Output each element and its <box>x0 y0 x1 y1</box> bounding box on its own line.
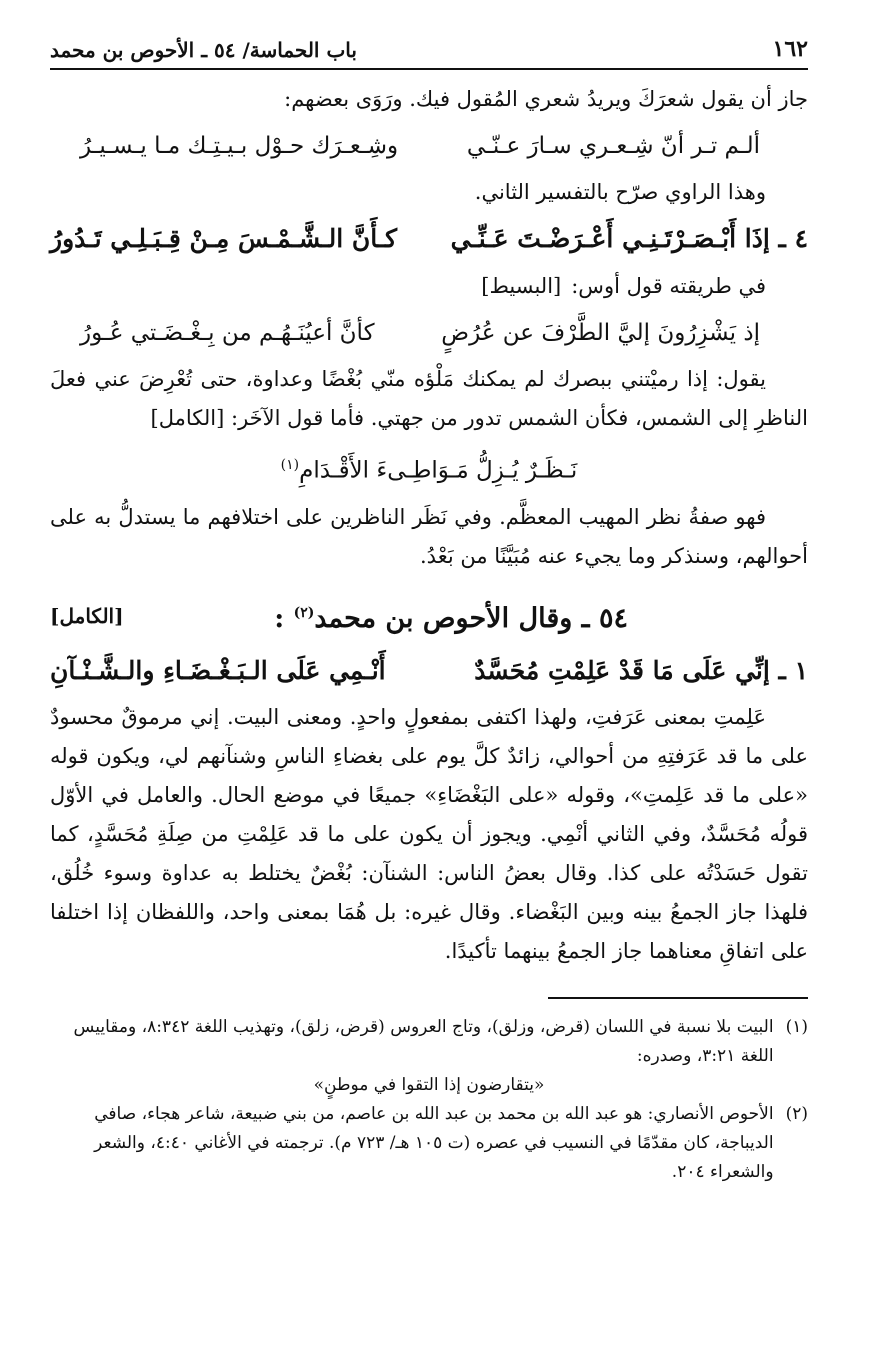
meter-label: [البسيط] <box>481 274 562 298</box>
footnote-2 <box>50 1100 808 1187</box>
verse-second-hemistich: كـأَنَّ الـشَّـمْـسَ مِـنْ قِـبَـلِـي تَـدُورُ <box>50 224 398 253</box>
page-header <box>50 36 808 70</box>
verse-line-numbered <box>50 648 808 694</box>
verse-second-hemistich: وشِـعـرَك حـوْل بـيـتِـك مـا يـسـيـرُ <box>80 133 399 159</box>
paragraph: جاز أن يقول شعرَكَ ويريدُ شعري المُقول فيك. ورَوَى بعضهم: <box>284 87 808 111</box>
footnote-mark: (١) <box>785 1016 808 1037</box>
verse-line <box>50 310 808 356</box>
paragraph: فهو صفةُ نظر المهيب المعظَّم. وفي نَظَر الناظرين على اختلافهم ما يستدلُّ به على أحوالهم، وسنذكر وما يجيء عنه مُبَيَّنًا من بَعْدُ. <box>50 504 808 568</box>
footnotes <box>50 1013 808 1187</box>
citation-line <box>50 266 808 306</box>
verse-line-numbered <box>50 216 808 262</box>
footnote-verse: «يتقارضون إذا التقوا في موطنٍ» <box>313 1074 545 1095</box>
section-title: ٥٤ ـ وقال الأحوص بن محمد$^{(٢)}$ : <box>274 602 628 634</box>
footnote-text: البيت بلا نسبة في اللسان (قرض، وزلق)، وتاج العروس (قرض، زلق)، وتهذيب اللغة ٨:٣٤٢، ومقاييس اللغة ٣:٢١، وصدره: <box>73 1016 774 1066</box>
verse-text: نَـظَـرٌ يُـزِلُّ مَـوَاطِـىءَ الأَقْـدَامِ <box>299 457 578 484</box>
verse-first-hemistich: ١ ـ إنِّي عَلَى مَا قَدْ عَلِمْتِ مُحَسَّدٌ <box>474 655 808 685</box>
footnote-divider <box>548 997 808 999</box>
section-heading <box>50 588 808 644</box>
footnote-ref[interactable]: (١) <box>280 457 300 473</box>
verse-second-hemistich: كأنَّ أعيُنَـهُـم من بِـغْـضَـتي عُـورُ <box>80 320 375 346</box>
paragraph: وهذا الراوي صرّح بالتفسير الثاني. <box>474 180 766 204</box>
verse-first-hemistich: ٤ ـ إذَا أَبْـصَـرْتَـنِـي أَعْـرَضْـتَ عَـنِّـي <box>450 224 808 253</box>
running-title: باب الحماسة/ ٥٤ ـ الأحوص بن محمد <box>50 38 357 62</box>
verse-first-hemistich: إذ يَشْزِرُونَ إليَّ الطَّرْفَ عن عُرُضٍ <box>441 320 760 346</box>
verse-line <box>50 123 808 169</box>
page-number: ١٦٢ <box>772 36 808 62</box>
verse-second-hemistich: أَنْـمِي عَلَى الـبَـغْـضَـاءِ والـشَّـنْـآنِ <box>50 655 386 685</box>
footnote-1 <box>50 1013 808 1071</box>
book-page <box>50 36 808 1187</box>
verse-hemistich-centered <box>50 442 808 494</box>
verse-first-hemistich: ألـم تـر أنّ شِـعـري سـارَ عـنّـي <box>466 133 760 159</box>
footnote-mark: (٢) <box>785 1103 808 1124</box>
footnote-text: الأحوص الأنصاري: هو عبد الله بن محمد بن عبد الله بن عاصم، من بني ضبيعة، شاعر هجاء، صافي الديباجة، كان مقدّمًا في النسيب في عصره (ت ١٠٥ هـ/ ٧٢٣ م). ترجمته في الأغاني ٤:٤٠، والشعر والشعراء ٢٠٤. <box>94 1103 774 1182</box>
footnote-ref[interactable]: (٢) <box>293 604 315 621</box>
commentary-paragraph: عَلِمتِ بمعنى عَرَفتِ، ولهذا اكتفى بمفعولٍ واحدٍ. ومعنى البيت. إني مرموقٌ محسودٌ على ما قد عَرَفتِهِ من أحوالي، زائدٌ كلَّ يوم على بغضاءِ الناسِ وشنآنهم لي، ويكون قوله «على ما قد عَلِمتِ»، وقوله «على البَغْضَاءِ» جميعًا في موضع الحال. والعامل في الأوّل قولُه مُحَسَّدٌ، وفي الثاني أنْمِي. ويجوز أن يكون على ما قد عَلِمْتِ من صِلَةِ مُحَسَّدٍ، كما تقول حَسَدْتُه على كذا. وقال بعضُ الناس: الشنآن: بُغْضٌ يختلط به عداوة وسوء خُلُق، فلهذا جاز الجمعُ بينه وبين البَغْضاء. وقال غيره: بل هُمَا بمعنى واحد، واللفظان إذا اختلفا على اتفاقِ معناهما جاز الجمعُ بينهما تأكيدًا. <box>50 704 808 963</box>
meter-label: [الكامل] <box>50 603 124 628</box>
paragraph: يقول: إذا رميْتني ببصرك لم يمكنك مَلْؤه منّي بُغْضًا وعداوة، حتى تُعْرِضَ عني فعلَ الناظرِ إلى الشمس، فكأن الشمس تدور من جهتي. فأما قول الآخَر: [الكامل] <box>50 367 808 430</box>
citation-text: في طريقته قول أوس: <box>571 274 766 298</box>
